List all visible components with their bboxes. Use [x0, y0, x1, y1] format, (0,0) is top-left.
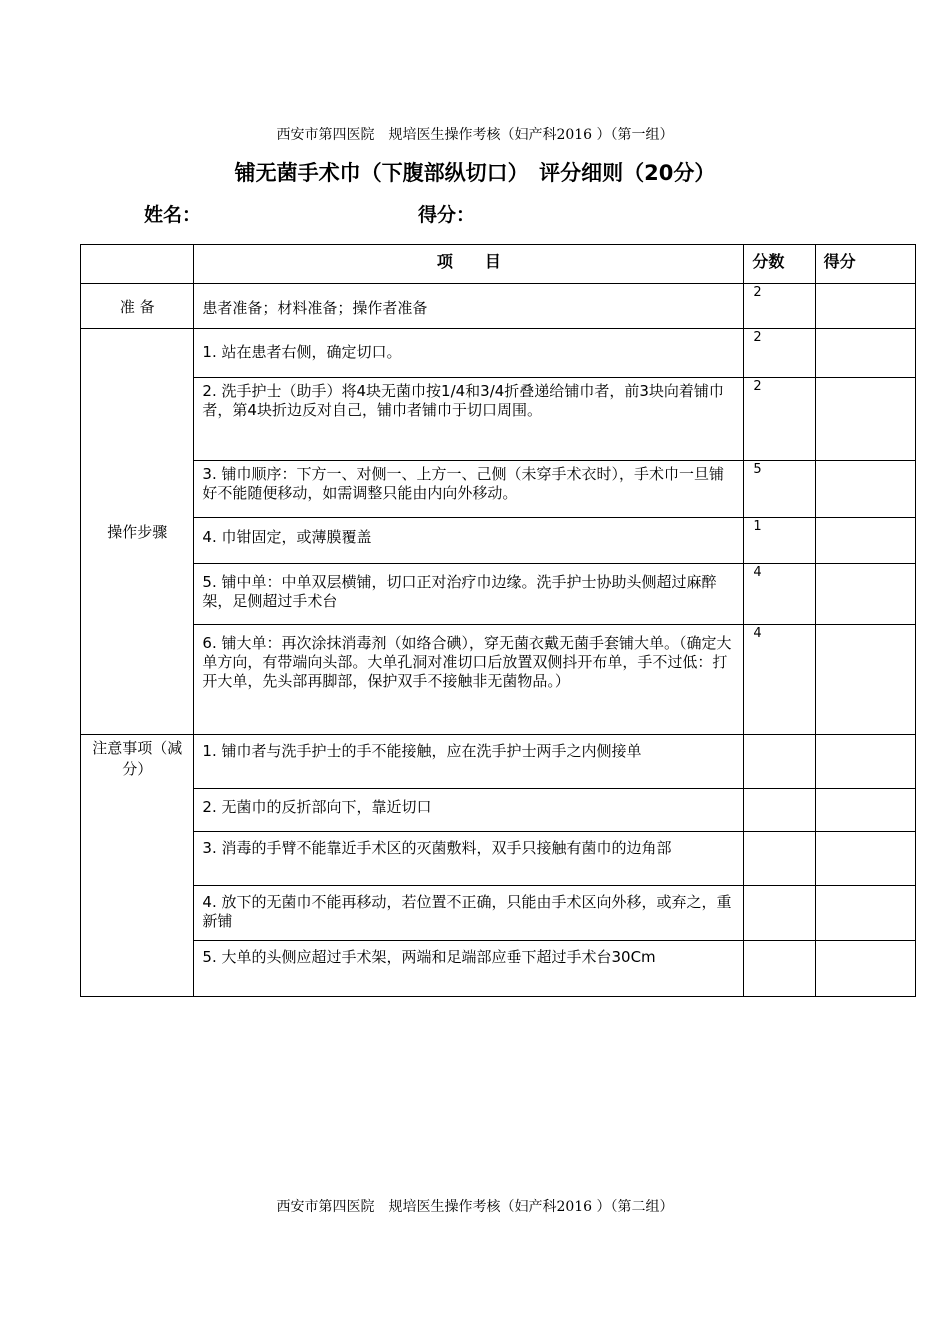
step-points: 4 — [744, 564, 815, 625]
step-score-cell[interactable] — [815, 518, 915, 564]
step-score-cell[interactable] — [815, 564, 915, 625]
table-row-step — [81, 518, 916, 564]
note-points-cell — [744, 832, 815, 886]
note-score-cell[interactable] — [815, 789, 915, 832]
step-item: 6. 铺大单：再次涂抹消毒剂（如络合碘），穿无菌衣戴无菌手套铺大单。（确定大单方向，有带端向头部。大单孔洞对准切口后放置双侧抖开布单，手不过低：打开大单，先头部再脚部，保护双手不接触非无菌物品。） — [194, 625, 744, 735]
step-points: 2 — [744, 329, 815, 378]
note-item: 2. 无菌巾的反折部向下，靠近切口 — [194, 789, 744, 832]
table-row-note — [81, 886, 916, 941]
table-row-step — [81, 625, 916, 735]
prep-points: 2 — [744, 284, 815, 329]
step-points: 4 — [744, 625, 815, 735]
table-row-step — [81, 564, 916, 625]
note-score-cell[interactable] — [815, 886, 915, 941]
column-header-points: 分数 — [744, 245, 815, 284]
next-section-header: 西安市第四医院 规培医生操作考核（妇产科2016 ）（第二组） — [276, 1199, 674, 1215]
step-item: 4. 巾钳固定，或薄膜覆盖 — [194, 518, 744, 564]
step-points: 1 — [744, 518, 815, 564]
table-row-note — [81, 941, 916, 997]
step-score-cell[interactable] — [815, 329, 915, 378]
scoring-table — [80, 244, 916, 997]
note-score-cell[interactable] — [815, 832, 915, 886]
column-header-item: 项 目 — [194, 245, 744, 284]
step-score-cell[interactable] — [815, 625, 915, 735]
prep-score-cell[interactable] — [815, 284, 915, 329]
column-header-score: 得分 — [815, 245, 915, 284]
note-points-cell — [744, 941, 815, 997]
note-score-cell[interactable] — [815, 735, 915, 789]
note-points-cell — [744, 735, 815, 789]
note-item: 4. 放下的无菌巾不能再移动，若位置不正确，只能由手术区向外移，或弃之，重新铺 — [194, 886, 744, 941]
step-points: 2 — [744, 378, 815, 461]
step-points: 5 — [744, 461, 815, 518]
table-row-step — [81, 461, 916, 518]
name-label: 姓名： — [144, 204, 202, 226]
step-item: 5. 铺中单：中单双层横铺，切口正对治疗巾边缘。洗手护士协助头侧超过麻醉架，足侧超过手术台 — [194, 564, 744, 625]
table-row-note — [81, 735, 916, 789]
step-score-cell[interactable] — [815, 461, 915, 518]
note-score-cell[interactable] — [815, 941, 915, 997]
note-points-cell — [744, 789, 815, 832]
table-row-prep — [81, 284, 916, 329]
note-points-cell — [744, 886, 815, 941]
category-steps: 操作步骤 — [81, 329, 194, 735]
table-row-note — [81, 789, 916, 832]
document-header: 西安市第四医院 规培医生操作考核（妇产科2016 ）（第一组） — [276, 127, 674, 143]
table-header-row — [81, 245, 916, 284]
table-row-step — [81, 329, 916, 378]
step-item: 2. 洗手护士（助手）将4块无菌巾按1/4和3/4折叠递给铺巾者，前3块向着铺巾者，第4块折边反对自己，铺巾者铺巾于切口周围。 — [194, 378, 744, 461]
note-item: 3. 消毒的手臂不能靠近手术区的灭菌敷料，双手只接触有菌巾的边角部 — [194, 832, 744, 886]
score-label: 得分： — [418, 204, 476, 226]
category-notes: 注意事项（减分） — [81, 735, 194, 997]
note-item: 1. 铺巾者与洗手护士的手不能接触，应在洗手护士两手之内侧接单 — [194, 735, 744, 789]
table-row-step — [81, 378, 916, 461]
page-title: 铺无菌手术巾（下腹部纵切口） 评分细则（20分） — [234, 161, 716, 185]
header-empty-cell — [81, 245, 194, 284]
prep-item: 患者准备；材料准备；操作者准备 — [194, 284, 744, 329]
step-item: 1. 站在患者右侧，确定切口。 — [194, 329, 744, 378]
note-item: 5. 大单的头侧应超过手术架，两端和足端部应垂下超过手术台30Cm — [194, 941, 744, 997]
step-item: 3. 铺巾顺序：下方一、对侧一、上方一、己侧（未穿手术衣时），手术巾一旦铺好不能随便移动，如需调整只能由内向外移动。 — [194, 461, 744, 518]
step-score-cell[interactable] — [815, 378, 915, 461]
table-row-note — [81, 832, 916, 886]
category-prep: 准 备 — [81, 284, 194, 329]
